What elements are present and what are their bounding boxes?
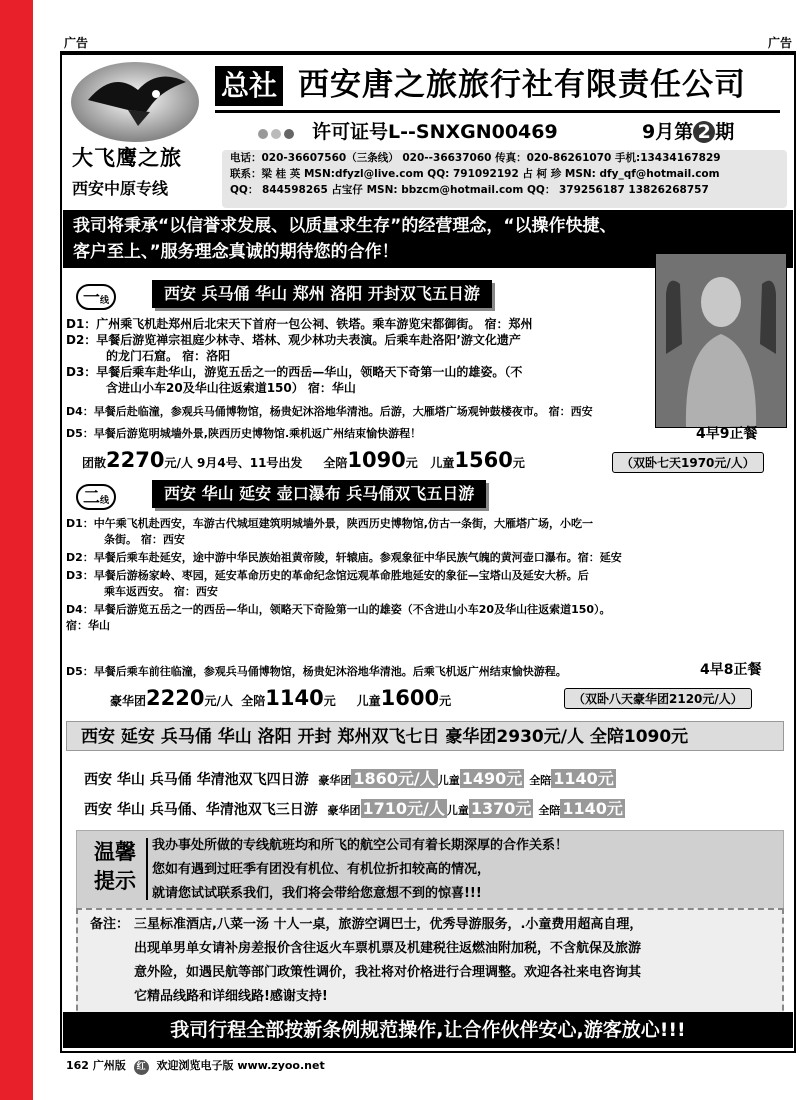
itinerary-line: 宿：华山 [66,619,110,632]
route1-title: 西安 兵马俑 华山 郑州 洛阳 开封双飞五日游 [152,280,492,308]
route1-meals: 4早9正餐 [696,426,758,442]
itinerary-line: D1：广州乘飞机赴郑州后北宋天下首府一包公祠、铁塔。乘车游览宋都御街。 宿：郑州 [66,317,533,331]
tips-text [152,834,568,906]
itinerary-line: D2：早餐后乘车赴延安，途中游中华民族始祖黄帝陵，轩辕庙。参观象征中华民族气魄的黄河壶口瀑布。宿：延安 [66,551,622,564]
route2-meals: 4早8正餐 [700,662,762,678]
notes-line: 它精品线路和详细线路!感谢支持! [134,989,328,1004]
route2-extra-price: （双卧八天豪华团2120元/人） [564,688,752,709]
notes-line: 三星标准酒店,八菜一汤 十人一桌，旅游空调巴士，优秀导游服务，.小童费用超高自理， [134,917,643,932]
contact-line: 电话：020-36607560（三条线） 020--36637060 传真：020-86261070 手机:13434167829 [230,152,721,164]
itinerary-line: D5：早餐后乘车前往临潼，参观兵马俑博物馆，杨贵妃沐浴地华清池。后乘飞机返广州结束愉快游程。 [66,665,567,678]
logo-badge-icon: 红 [134,1060,149,1075]
itinerary-line: D3：早餐后游杨家岭、枣园，延安革命历史的革命纪念馆远观革命胜地延安的象征—宝塔山及延安大桥。后 [66,569,589,582]
buddha-statue-image [655,253,787,428]
mini-route: 西安 华山 兵马俑 华清池双飞四日游 豪华团 1860元/人 儿童 1490元 全陪 1140元 [84,769,614,788]
brand-name: 大飞鹰之旅 [72,146,182,170]
page-footer [66,1057,325,1075]
header-divider [215,110,780,113]
brand-subtitle: 西安中原专线 [72,179,169,198]
itinerary-line: D1：中午乘飞机赴西安，车游古代城垣建筑明城墙外景，陕西历史博物馆,仿古一条街，大雁塔广场，小吃一 [66,517,593,530]
slogan-line: 客户至上、”服务理念真诚的期待您的合作！ [73,242,399,262]
contact-line: QQ： 844598265 占宝仔 MSN: bbzcm@hotmail.com QQ： 379256187 13826268757 [230,184,709,196]
slogan-line: 我司将秉承“以信誉求发展、以质量求生存”的经营理念，“以操作快捷、 [73,216,617,236]
notes-line: 意外险，如遇民航等部门政策性调价，我社将对价格进行合理调整。欢迎各社来电咨询其 [134,965,642,980]
notes-label: 备注： [90,917,130,932]
issue-number: 9月第 2 期 [642,121,735,143]
tips-label: 温馨 提示 [84,838,148,900]
hq-label: 总社 [215,66,283,106]
page-number: 162 [66,1059,89,1072]
itinerary-line: D5：早餐后游览明城墙外景,陕西历史博物馆.乘机返广州结束愉快游程！ [66,427,422,440]
dots-decoration [258,124,297,143]
route1-prices: 团散2270元/人 9月4号、11号出发 全陪1090元 儿童1560元 [82,448,525,472]
mini-route: 西安 华山 兵马俑、华清池双飞三日游 豪华团 1710元/人 儿童 1370元 全陪 1140元 [84,799,623,818]
contact-panel [222,150,787,208]
route1-badge: 一线 [76,284,116,310]
license-number: 许可证号L--SNXGN00469 [312,121,558,143]
tips-line: 您如有遇到过旺季有团没有机位、有机位折扣较高的情况， [152,862,491,877]
itinerary-line: D2：早餐后游览禅宗祖庭少林寺、塔林、观少林功夫表演。后乘车赴洛阳’游文化遗产 [66,333,521,347]
tips-line: 就请您试试联系我们，我们将会带给您意想不到的惊喜!!! [152,886,482,901]
itinerary-line: D3：早餐后乘车赴华山，游览五岳之一的西岳—华山，领略天下奇第一山的雄姿。（不 [66,365,523,379]
route1-itinerary [66,316,656,396]
itinerary-line: 的龙门石窟。 宿：洛阳 [106,349,231,363]
notes-text [134,913,779,1009]
notes-line: 出现单男单女请补房差报价含往返火车票机票及机建税往返燃油附加税，不含航保及旅游 [134,941,642,956]
company-name: 西安唐之旅旅行社有限责任公司 [298,67,746,103]
footer-slogan: 我司行程全部按新条例规范操作,让合作伙伴安心,游客放心!!! [63,1012,793,1048]
itinerary-line: 条街。 宿：西安 [104,533,185,546]
itinerary-line: D4：早餐后游览五岳之一的西岳—华山，领略天下奇险第一山的雄姿（不含进山小车20及华山往返索道150）。 [66,603,611,616]
tips-line: 我办事处所做的专线航班均和所飞的航空公司有着长期深厚的合作关系！ [152,838,569,853]
itinerary-line: D4：早餐后赴临潼，参观兵马俑博物馆，杨贵妃沐浴地华清池。后游，大雁塔广场观钟鼓楼夜市。 宿：西安 [66,405,593,418]
left-red-bar [0,0,33,1100]
route1-extra-price: （双卧七天1970元/人） [612,452,764,473]
seven-day-banner: 西安 延安 兵马俑 华山 洛阳 开封 郑州双飞七日 豪华团2930元/人 全陪1090元 [66,721,784,751]
route2-title: 西安 华山 延安 壶口瀑布 兵马俑双飞五日游 [152,480,486,508]
route2-itinerary [66,516,788,634]
site-url[interactable]: www.zyoo.net [237,1059,325,1072]
eagle-logo-icon [68,60,203,150]
itinerary-line: 乘车返西安。 宿：西安 [104,585,218,598]
route2-badge: 二线 [76,484,116,510]
ad-label-left: 广告 [60,35,92,52]
contact-line: 联系：梁 桂 英 MSN:dfyzl@live.com QQ: 791092192 占 柯 珍 MSN: dfy_qf@hotmail.com [230,168,720,180]
ad-label-right: 广告 [764,35,796,52]
route2-prices: 豪华团2220元/人 全陪1140元 儿童1600元 [110,686,452,710]
welcome-text: 欢迎浏览电子版 [156,1059,234,1072]
edition-label: 广州版 [92,1059,126,1072]
itinerary-line: 含进山小车20及华山往返索道150） 宿：华山 [106,381,356,395]
